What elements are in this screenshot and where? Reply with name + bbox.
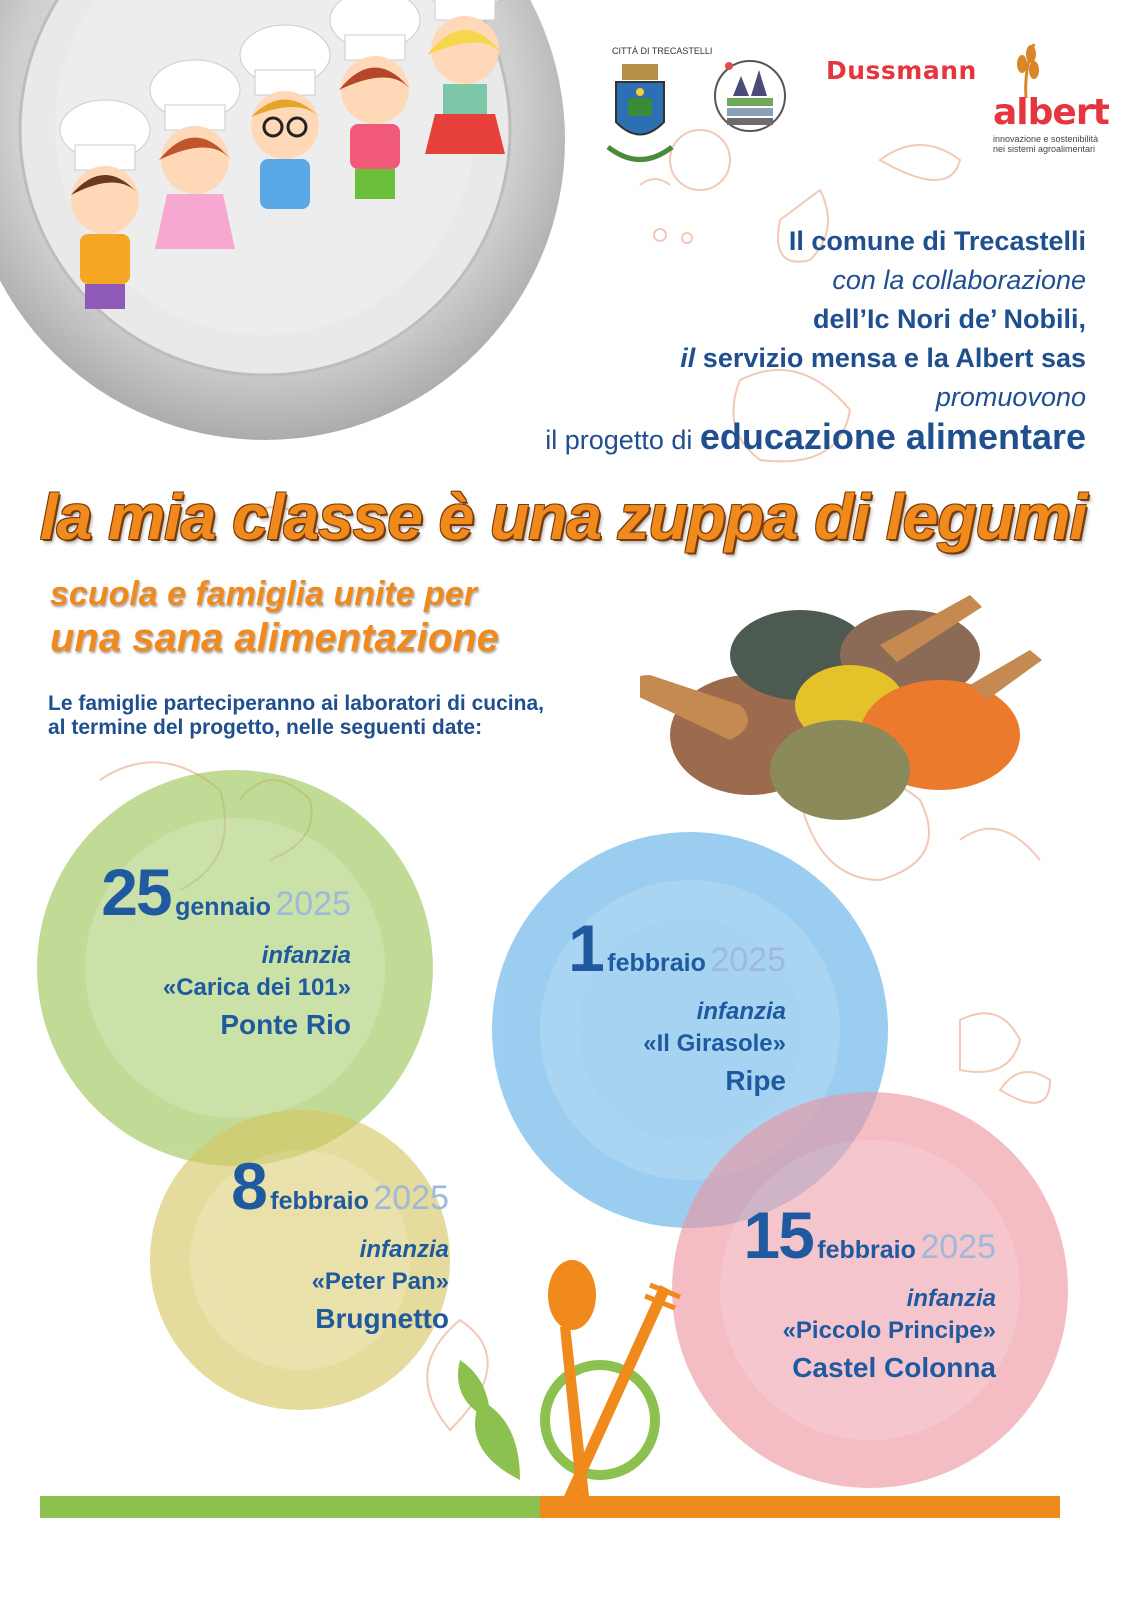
families-line2: al termine del progetto, nelle seguenti date: (48, 716, 483, 739)
event4-kind: infanzia (906, 1285, 996, 1312)
event3-day: 8 (231, 1149, 266, 1223)
coat-of-arms-label: CITTÀ DI TRECASTELLI (612, 46, 713, 56)
event-card-3 (231, 1149, 449, 1339)
cutlery-emblem-icon (458, 1260, 680, 1510)
intro-line6-prefix: il progetto di (545, 425, 700, 455)
event2-year: 2025 (710, 941, 786, 979)
albert-tagline (993, 134, 1123, 154)
event4-day: 15 (743, 1198, 813, 1272)
subtitle-line1: scuola e famiglia unite per (50, 575, 478, 613)
intro-line4-italic: il (680, 343, 696, 373)
event4-place: Castel Colonna (792, 1352, 996, 1383)
intro-line5: promuovono (935, 382, 1086, 412)
dussmann-logo: Dussmann (826, 56, 977, 85)
albert-logo: albert (993, 92, 1109, 133)
subtitle (50, 572, 499, 660)
event1-place: Ponte Rio (220, 1009, 351, 1040)
header-plate-illustration (0, 0, 590, 440)
event2-day: 1 (568, 911, 603, 985)
event2-month: febbraio (607, 949, 706, 977)
intro-line3: dell’Ic Nori de’ Nobili, (812, 304, 1086, 334)
event3-school: «Peter Pan» (311, 1268, 449, 1295)
wheat-icon (1006, 40, 1046, 100)
event3-kind: infanzia (359, 1236, 449, 1263)
event4-school: «Piccolo Principe» (782, 1317, 996, 1344)
event2-place: Ripe (725, 1065, 786, 1096)
event-card-1 (101, 855, 351, 1045)
event-card-2 (568, 911, 786, 1101)
event4-month: febbraio (817, 1236, 916, 1264)
event4-year: 2025 (920, 1228, 996, 1266)
bottom-bar-orange (540, 1496, 1060, 1518)
families-line1: Le famiglie parteciperanno ai laboratori di cucina, (48, 692, 544, 715)
page-title: la mia classe è una zuppa di legumi (40, 481, 1087, 553)
families-note (48, 692, 544, 740)
bottom-bar-green (40, 1496, 540, 1518)
event-card-4 (743, 1198, 996, 1388)
albert-tagline-line1: innovazione e sostenibilità (993, 134, 1099, 144)
school-logo-icon (705, 56, 795, 134)
intro-block (545, 222, 1086, 460)
intro-line1: Il comune di Trecastelli (788, 226, 1086, 256)
event2-school: «Il Girasole» (643, 1030, 786, 1057)
event1-month: gennaio (175, 893, 271, 921)
subtitle-line2: una sana alimentazione (50, 616, 500, 660)
intro-line6-bold: educazione alimentare (699, 416, 1086, 457)
trecastelli-coat-of-arms-icon (598, 52, 682, 164)
event1-day: 25 (101, 855, 171, 929)
event1-kind: infanzia (261, 942, 351, 969)
event1-school: «Carica dei 101» (162, 974, 351, 1001)
event3-year: 2025 (373, 1179, 449, 1217)
event1-year: 2025 (275, 885, 351, 923)
intro-line4-rest: servizio mensa e la Albert sas (695, 343, 1086, 373)
intro-line2: con la collaborazione (832, 265, 1086, 295)
albert-tagline-line2: nei sistemi agroalimentari (993, 144, 1096, 154)
event3-month: febbraio (270, 1187, 369, 1215)
event2-kind: infanzia (696, 998, 786, 1025)
event3-place: Brugnetto (315, 1303, 449, 1334)
